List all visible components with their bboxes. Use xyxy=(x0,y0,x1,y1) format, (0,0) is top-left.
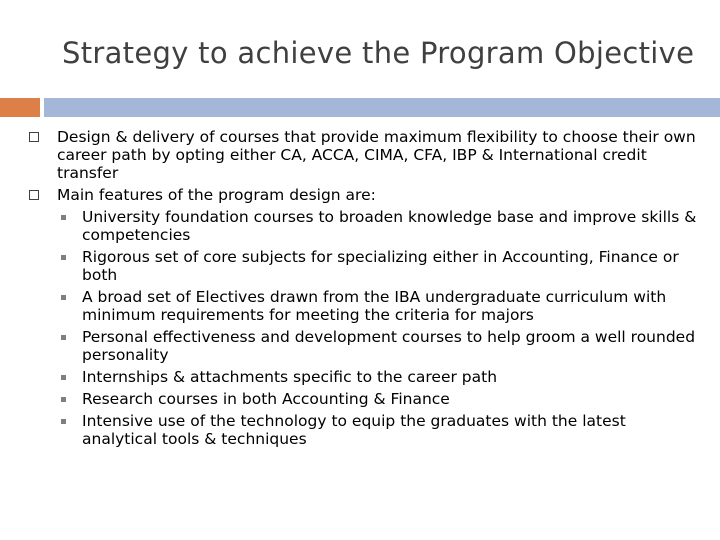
slide-title: Strategy to achieve the Program Objective xyxy=(62,36,695,70)
square-bullet-icon xyxy=(29,132,39,142)
sub-bullet-item xyxy=(0,288,720,324)
sub-bullet-item xyxy=(0,328,720,364)
sub-bullet-item xyxy=(0,248,720,284)
sub-bullet-item xyxy=(0,368,720,386)
sub-bullet-text: University foundation courses to broaden knowledge base and improve skills & competencies xyxy=(82,208,697,244)
filled-square-bullet-icon xyxy=(61,375,66,380)
filled-square-bullet-icon xyxy=(61,419,66,424)
square-bullet-icon xyxy=(29,190,39,200)
sub-bullet-text: A broad set of Electives drawn from the IBA undergraduate curriculum with minimum requirements for meeting the criteria for majors xyxy=(82,288,667,324)
filled-square-bullet-icon xyxy=(61,255,66,260)
sub-bullet-item xyxy=(0,412,720,448)
bullet-item xyxy=(0,186,720,204)
filled-square-bullet-icon xyxy=(61,397,66,402)
sub-bullet-text: Internships & attachments specific to the career path xyxy=(82,368,498,386)
filled-square-bullet-icon xyxy=(61,295,66,300)
sub-bullet-text: Research courses in both Accounting & Finance xyxy=(82,390,450,408)
filled-square-bullet-icon xyxy=(61,215,66,220)
bullet-list xyxy=(0,128,720,452)
filled-square-bullet-icon xyxy=(61,335,66,340)
sub-bullet-text: Rigorous set of core subjects for specializing either in Accounting, Finance or both xyxy=(82,248,679,284)
sub-bullet-item xyxy=(0,208,720,244)
bullet-item xyxy=(0,128,720,182)
bullet-text: Main features of the program design are: xyxy=(57,186,376,204)
accent-bar-orange xyxy=(0,98,40,117)
accent-bar-blue xyxy=(44,98,720,117)
sub-bullet-item xyxy=(0,390,720,408)
sub-bullet-text: Intensive use of the technology to equip the graduates with the latest analytical tools & techniques xyxy=(82,412,626,448)
bullet-text: Design & delivery of courses that provide maximum flexibility to choose their own career path by opting either CA, ACCA, CIMA, CFA, IBP & International credit transfer xyxy=(57,128,696,182)
sub-bullet-text: Personal effectiveness and development courses to help groom a well rounded personality xyxy=(82,328,696,364)
